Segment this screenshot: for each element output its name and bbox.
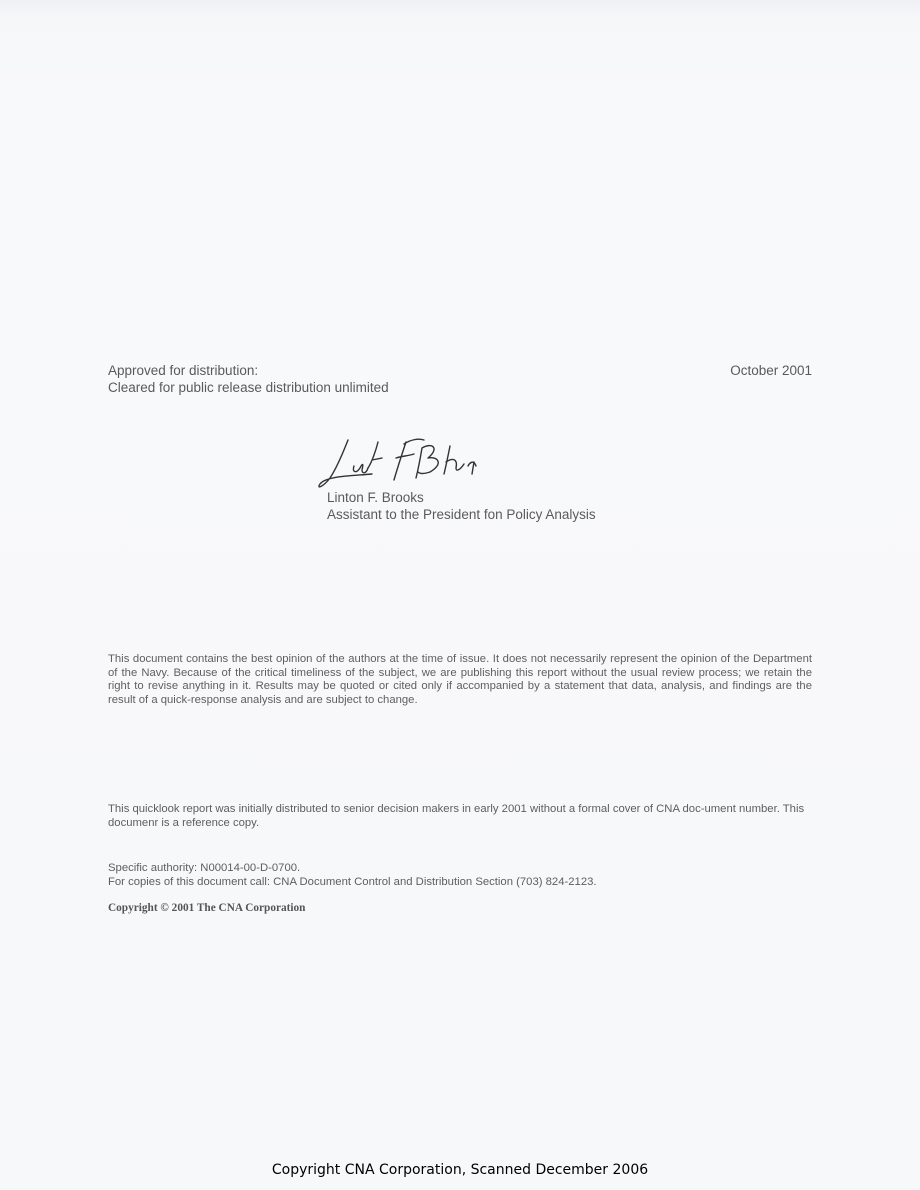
signer-name: Linton F. Brooks: [327, 490, 424, 505]
signer-title: Assistant to the President fon Policy Analysis: [327, 507, 596, 522]
document-date: October 2001: [730, 363, 812, 378]
signature-icon: [310, 432, 500, 497]
authority-block: [108, 862, 597, 889]
distribution-note-paragraph: This quicklook report was initially distributed to senior decision makers in early 2001 without a formal cover of CNA doc-ument number. This documenr is a reference copy.: [108, 803, 805, 829]
scan-footer: Copyright CNA Corporation, Scanned December 2006: [271, 1162, 649, 1178]
approval-line-1: Approved for distribution:: [108, 363, 259, 378]
authority-line-2: For copies of this document call: CNA Document Control and Distribution Section (703) 824-2123.: [108, 875, 597, 888]
signer-block: [327, 489, 596, 523]
disclaimer-paragraph: This document contains the best opinion of the authors at the time of issue. It does not necessarily represent the opinion of the Department of the Navy. Because of the critical timeliness of the subject, we are publishing this report without the usual review process; we retain the right to revise anything in it. Results may be quoted or cited only if accompanied by a statement that data, analysis, and findings are the result of a quick-response analysis and are subject to change.: [108, 653, 812, 706]
authority-line-1: Specific authority: N00014-00-D-0700.: [108, 862, 301, 874]
approval-block: [108, 362, 389, 396]
approval-line-2: Cleared for public release distribution unlimited: [108, 380, 389, 395]
copyright-notice: Copyright © 2001 The CNA Corporation: [108, 902, 306, 914]
